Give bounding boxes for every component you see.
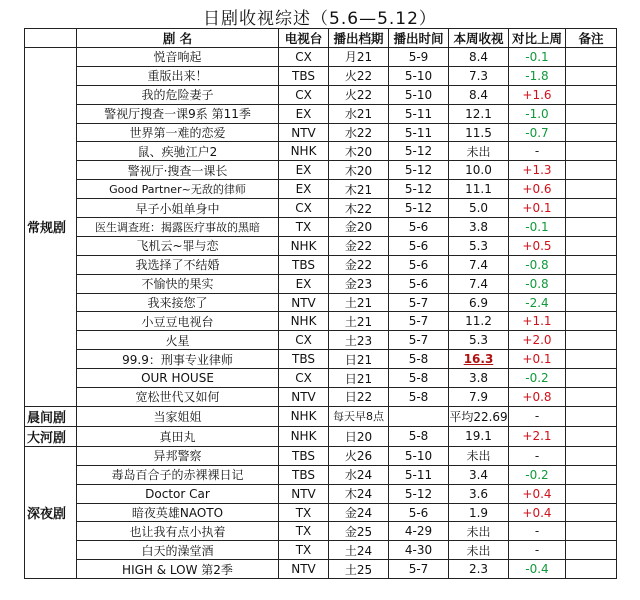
note — [566, 104, 617, 123]
drama-name: Doctor Car — [77, 484, 279, 503]
drama-name: 小豆豆电视台 — [77, 312, 279, 331]
header-time: 播出时间 — [389, 29, 449, 48]
drama-name: 飞机云~罪与恋 — [77, 236, 279, 255]
broadcast-time: 5-6 — [389, 218, 449, 237]
broadcast-time: 5-7 — [389, 560, 449, 579]
station: EX — [279, 104, 329, 123]
broadcast-slot: 土21 — [329, 312, 389, 331]
rating-change: -0.2 — [509, 369, 566, 388]
table-row — [25, 161, 617, 180]
station: CX — [279, 369, 329, 388]
rating-change: -0.1 — [509, 48, 566, 67]
table-row — [25, 104, 617, 123]
broadcast-time: 5-7 — [389, 331, 449, 350]
weekly-rating: 11.5 — [449, 123, 509, 142]
station: NHK — [279, 406, 329, 426]
drama-name: 重版出来！ — [77, 66, 279, 85]
broadcast-time: 5-6 — [389, 503, 449, 522]
drama-name: 医生调查班：揭露医疗事故的黑暗 — [77, 218, 279, 237]
table-row — [25, 199, 617, 218]
weekly-rating: 16.3 — [449, 350, 509, 369]
station: CX — [279, 85, 329, 104]
weekly-rating: 未出 — [449, 522, 509, 541]
note — [566, 465, 617, 484]
table-row — [25, 560, 617, 579]
table-row — [25, 274, 617, 293]
table-row — [25, 85, 617, 104]
weekly-rating: 3.8 — [449, 218, 509, 237]
weekly-rating: 11.2 — [449, 312, 509, 331]
table-row — [25, 465, 617, 484]
station: NTV — [279, 484, 329, 503]
broadcast-slot: 土21 — [329, 293, 389, 312]
drama-name: 真田丸 — [77, 426, 279, 446]
table-row — [25, 48, 617, 67]
weekly-rating: 7.4 — [449, 274, 509, 293]
drama-name: 暗夜英雄NAOTO — [77, 503, 279, 522]
table-row — [25, 293, 617, 312]
drama-name: 警视厅·搜查一课长 — [77, 161, 279, 180]
table-row — [25, 484, 617, 503]
broadcast-slot: 火22 — [329, 85, 389, 104]
table-row — [25, 218, 617, 237]
broadcast-time: 5-8 — [389, 388, 449, 407]
broadcast-slot: 木21 — [329, 180, 389, 199]
rating-change: -0.8 — [509, 255, 566, 274]
header-slot: 播出档期 — [329, 29, 389, 48]
note — [566, 331, 617, 350]
broadcast-time: 5-12 — [389, 142, 449, 161]
note — [566, 503, 617, 522]
weekly-rating: 未出 — [449, 541, 509, 560]
drama-name: 我选择了不结婚 — [77, 255, 279, 274]
table-row — [25, 180, 617, 199]
note — [566, 199, 617, 218]
station: NTV — [279, 293, 329, 312]
table-row — [25, 541, 617, 560]
page-title: 日剧收视综述（5.6—5.12） — [203, 9, 437, 29]
note — [566, 142, 617, 161]
category-label: 常规剧 — [25, 48, 77, 407]
note — [566, 560, 617, 579]
rating-change: +0.1 — [509, 199, 566, 218]
station: NHK — [279, 426, 329, 446]
note — [566, 123, 617, 142]
ratings-table — [24, 28, 617, 579]
drama-name: 异邦警察 — [77, 446, 279, 465]
broadcast-slot: 水21 — [329, 104, 389, 123]
rating-change: +1.1 — [509, 312, 566, 331]
broadcast-slot: 土24 — [329, 541, 389, 560]
station: TBS — [279, 350, 329, 369]
rating-change: +2.0 — [509, 331, 566, 350]
broadcast-slot: 土25 — [329, 560, 389, 579]
station: NTV — [279, 123, 329, 142]
station: NHK — [279, 236, 329, 255]
broadcast-time: 4-30 — [389, 541, 449, 560]
table-row — [25, 406, 617, 426]
station: TX — [279, 218, 329, 237]
table-row — [25, 522, 617, 541]
weekly-rating: 3.6 — [449, 484, 509, 503]
broadcast-slot: 日21 — [329, 350, 389, 369]
note — [566, 48, 617, 67]
broadcast-time: 5-6 — [389, 255, 449, 274]
weekly-rating: 未出 — [449, 142, 509, 161]
drama-name: 也让我有点小执着 — [77, 522, 279, 541]
rating-change: - — [509, 406, 566, 426]
broadcast-slot: 日22 — [329, 388, 389, 407]
rating-change: +1.6 — [509, 85, 566, 104]
drama-name: Good Partner~无敌的律师 — [77, 180, 279, 199]
broadcast-slot: 金24 — [329, 503, 389, 522]
table-row — [25, 426, 617, 446]
weekly-rating: 平均22.69 — [449, 406, 509, 426]
broadcast-slot: 日20 — [329, 426, 389, 446]
drama-name: 我来接您了 — [77, 293, 279, 312]
drama-name: 早子小姐单身中 — [77, 199, 279, 218]
broadcast-time: 5-10 — [389, 85, 449, 104]
broadcast-slot: 水24 — [329, 465, 389, 484]
rating-change: -0.7 — [509, 123, 566, 142]
drama-name: 世界第一难的恋爱 — [77, 123, 279, 142]
rating-change: +0.4 — [509, 484, 566, 503]
broadcast-time: 5-11 — [389, 123, 449, 142]
note — [566, 85, 617, 104]
drama-name: 白天的澡堂酒 — [77, 541, 279, 560]
drama-name: 鼠、疾驰江户2 — [77, 142, 279, 161]
table-row — [25, 66, 617, 85]
station: TBS — [279, 465, 329, 484]
rating-change: +0.5 — [509, 236, 566, 255]
weekly-rating: 3.4 — [449, 465, 509, 484]
rating-change: +0.6 — [509, 180, 566, 199]
header-station: 电视台 — [279, 29, 329, 48]
note — [566, 350, 617, 369]
broadcast-slot: 日21 — [329, 369, 389, 388]
broadcast-slot: 金22 — [329, 236, 389, 255]
broadcast-time: 5-11 — [389, 465, 449, 484]
broadcast-slot: 金20 — [329, 218, 389, 237]
note — [566, 293, 617, 312]
broadcast-time: 5-8 — [389, 350, 449, 369]
broadcast-time — [389, 406, 449, 426]
broadcast-time: 5-12 — [389, 199, 449, 218]
table-row — [25, 123, 617, 142]
header-category — [25, 29, 77, 48]
table-row — [25, 446, 617, 465]
table-row — [25, 350, 617, 369]
weekly-rating: 8.4 — [449, 85, 509, 104]
note — [566, 255, 617, 274]
weekly-rating: 10.0 — [449, 161, 509, 180]
broadcast-slot: 金22 — [329, 255, 389, 274]
station: EX — [279, 180, 329, 199]
station: NTV — [279, 388, 329, 407]
broadcast-slot: 土23 — [329, 331, 389, 350]
station: NTV — [279, 560, 329, 579]
rating-change: - — [509, 142, 566, 161]
broadcast-time: 5-12 — [389, 180, 449, 199]
station: TX — [279, 522, 329, 541]
rating-change: +0.4 — [509, 503, 566, 522]
table-row — [25, 142, 617, 161]
broadcast-time: 5-9 — [389, 48, 449, 67]
table-row — [25, 388, 617, 407]
broadcast-slot: 每天早8点 — [329, 406, 389, 426]
header-rating: 本周收视 — [449, 29, 509, 48]
weekly-rating: 5.0 — [449, 199, 509, 218]
station: TX — [279, 503, 329, 522]
broadcast-slot: 木24 — [329, 484, 389, 503]
note — [566, 236, 617, 255]
note — [566, 369, 617, 388]
weekly-rating: 5.3 — [449, 331, 509, 350]
rating-change: -0.1 — [509, 218, 566, 237]
drama-name: 悦音响起 — [77, 48, 279, 67]
broadcast-slot: 木20 — [329, 161, 389, 180]
broadcast-time: 5-8 — [389, 426, 449, 446]
weekly-rating: 2.3 — [449, 560, 509, 579]
broadcast-slot: 木20 — [329, 142, 389, 161]
note — [566, 161, 617, 180]
broadcast-slot: 火22 — [329, 66, 389, 85]
header-change: 对比上周 — [509, 29, 566, 48]
category-label: 深夜剧 — [25, 446, 77, 578]
note — [566, 426, 617, 446]
broadcast-time: 4-29 — [389, 522, 449, 541]
table-row — [25, 255, 617, 274]
rating-change: -0.4 — [509, 560, 566, 579]
station: TBS — [279, 66, 329, 85]
station: NHK — [279, 142, 329, 161]
broadcast-slot: 木22 — [329, 199, 389, 218]
broadcast-slot: 金25 — [329, 522, 389, 541]
station: NHK — [279, 312, 329, 331]
station: CX — [279, 199, 329, 218]
drama-name: 警视厅搜查一课9系 第11季 — [77, 104, 279, 123]
broadcast-time: 5-6 — [389, 274, 449, 293]
rating-change: - — [509, 541, 566, 560]
station: CX — [279, 48, 329, 67]
weekly-rating: 3.8 — [449, 369, 509, 388]
note — [566, 446, 617, 465]
drama-name: 99.9：刑事专业律师 — [77, 350, 279, 369]
broadcast-time: 5-10 — [389, 446, 449, 465]
broadcast-time: 5-7 — [389, 312, 449, 331]
rating-change: -0.8 — [509, 274, 566, 293]
rating-change: +0.1 — [509, 350, 566, 369]
header-name: 剧 名 — [77, 29, 279, 48]
rating-change: +0.8 — [509, 388, 566, 407]
rating-change: -1.0 — [509, 104, 566, 123]
weekly-rating: 11.1 — [449, 180, 509, 199]
drama-name: 宽松世代又如何 — [77, 388, 279, 407]
drama-name: HIGH & LOW 第2季 — [77, 560, 279, 579]
note — [566, 312, 617, 331]
broadcast-time: 5-7 — [389, 293, 449, 312]
table-row — [25, 369, 617, 388]
weekly-rating: 7.4 — [449, 255, 509, 274]
broadcast-time: 5-8 — [389, 369, 449, 388]
station: TBS — [279, 255, 329, 274]
header-note: 备注 — [566, 29, 617, 48]
note — [566, 66, 617, 85]
weekly-rating: 6.9 — [449, 293, 509, 312]
station: CX — [279, 331, 329, 350]
weekly-rating: 1.9 — [449, 503, 509, 522]
broadcast-time: 5-6 — [389, 236, 449, 255]
rating-change: +1.3 — [509, 161, 566, 180]
table-body — [25, 48, 617, 579]
drama-name: 火星 — [77, 331, 279, 350]
weekly-rating: 19.1 — [449, 426, 509, 446]
rating-change: +2.1 — [509, 426, 566, 446]
drama-name: 我的危险妻子 — [77, 85, 279, 104]
note — [566, 388, 617, 407]
broadcast-time: 5-10 — [389, 66, 449, 85]
broadcast-slot: 水22 — [329, 123, 389, 142]
station: EX — [279, 161, 329, 180]
weekly-rating: 12.1 — [449, 104, 509, 123]
table-row — [25, 312, 617, 331]
header-row — [25, 29, 617, 48]
note — [566, 218, 617, 237]
note — [566, 406, 617, 426]
note — [566, 180, 617, 199]
broadcast-time: 5-11 — [389, 104, 449, 123]
category-label: 晨间剧 — [25, 406, 77, 426]
weekly-rating: 8.4 — [449, 48, 509, 67]
drama-name: 当家姐姐 — [77, 406, 279, 426]
rating-change: -0.2 — [509, 465, 566, 484]
broadcast-time: 5-12 — [389, 161, 449, 180]
station: TX — [279, 541, 329, 560]
broadcast-slot: 金23 — [329, 274, 389, 293]
drama-name: OUR HOUSE — [77, 369, 279, 388]
rating-change: - — [509, 522, 566, 541]
weekly-rating: 5.3 — [449, 236, 509, 255]
table-row — [25, 236, 617, 255]
drama-name: 毒岛百合子的赤裸裸日记 — [77, 465, 279, 484]
table-row — [25, 331, 617, 350]
weekly-rating: 7.9 — [449, 388, 509, 407]
note — [566, 522, 617, 541]
rating-change: - — [509, 446, 566, 465]
category-label: 大河剧 — [25, 426, 77, 446]
broadcast-slot: 火26 — [329, 446, 389, 465]
note — [566, 541, 617, 560]
broadcast-slot: 月21 — [329, 48, 389, 67]
station: TBS — [279, 446, 329, 465]
weekly-rating: 未出 — [449, 446, 509, 465]
note — [566, 484, 617, 503]
table-row — [25, 503, 617, 522]
rating-change: -1.8 — [509, 66, 566, 85]
weekly-rating: 7.3 — [449, 66, 509, 85]
note — [566, 274, 617, 293]
rating-change: -2.4 — [509, 293, 566, 312]
drama-name: 不愉快的果实 — [77, 274, 279, 293]
broadcast-time: 5-12 — [389, 484, 449, 503]
station: EX — [279, 274, 329, 293]
